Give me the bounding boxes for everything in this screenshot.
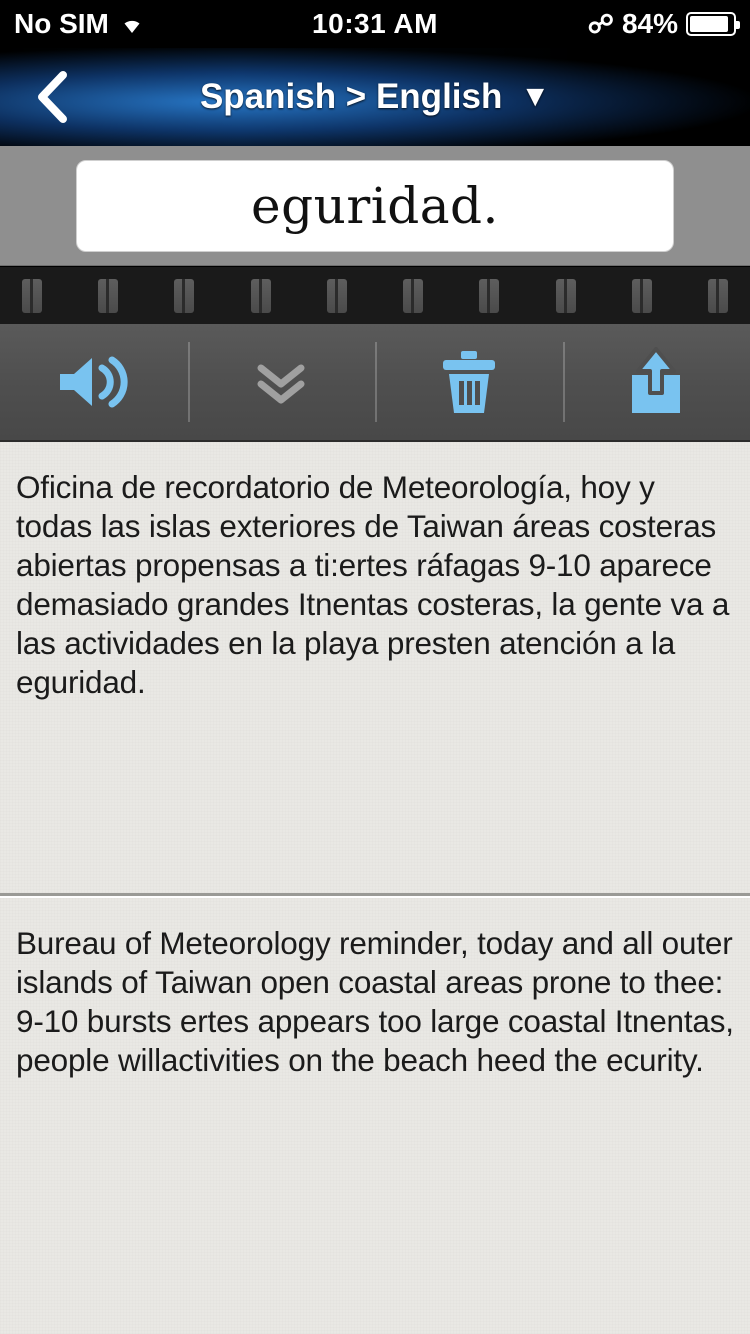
word-value: eguridad. bbox=[251, 176, 499, 235]
status-right-group bbox=[588, 8, 736, 40]
word-input[interactable] bbox=[76, 160, 674, 252]
chevron-double-down-icon bbox=[249, 354, 313, 410]
spiral-notch bbox=[98, 279, 118, 313]
spiral-notch bbox=[327, 279, 347, 313]
chevron-left-icon bbox=[34, 69, 72, 125]
bluetooth-icon: ☍ bbox=[587, 9, 614, 39]
carrier-label: No SIM bbox=[14, 8, 109, 39]
chevron-down-icon[interactable]: ▼ bbox=[520, 80, 551, 113]
translated-text: Bureau of Meteorology reminder, today and all outer islands of Taiwan open coastal areas prone to thee: 9-10 bursts ertes appears too large coastal Itnentas, people willactivities on the beach heed the ecurity. bbox=[16, 925, 734, 1078]
navigation-bar bbox=[0, 48, 750, 146]
spiral-notch bbox=[22, 279, 42, 313]
source-text: Oficina de recordatorio de Meteorología, hoy y todas las islas exteriores de Taiwan áreas costeras abiertas propensas a ti:ertes ráfagas 9-10 aparece demasiado grandes Itnentas costeras, la gente va a las actividades en la playa presten atención a la eguridad. bbox=[16, 469, 730, 700]
battery-icon bbox=[686, 12, 736, 36]
notebook-spiral-strip bbox=[0, 266, 750, 324]
clock-label: 10:31 AM bbox=[312, 8, 438, 39]
source-text-panel[interactable] bbox=[0, 442, 750, 896]
spiral-notch bbox=[556, 279, 576, 313]
spiral-notch bbox=[251, 279, 271, 313]
spiral-notch bbox=[632, 279, 652, 313]
trash-icon bbox=[437, 347, 501, 417]
speak-button[interactable] bbox=[0, 324, 188, 440]
language-pair-label: Spanish > English bbox=[199, 77, 503, 116]
spiral-notch bbox=[479, 279, 499, 313]
language-pair-selector[interactable] bbox=[200, 77, 550, 117]
delete-button[interactable] bbox=[375, 324, 563, 440]
share-button[interactable] bbox=[563, 324, 750, 440]
status-bar bbox=[0, 0, 750, 48]
spiral-notch bbox=[403, 279, 423, 313]
back-button[interactable] bbox=[26, 67, 80, 127]
speaker-icon bbox=[54, 350, 134, 414]
battery-percent-label: 84% bbox=[621, 8, 678, 39]
translated-text-panel[interactable] bbox=[0, 896, 750, 1334]
spiral-notch bbox=[174, 279, 194, 313]
word-field-area bbox=[0, 146, 750, 266]
action-toolbar bbox=[0, 324, 750, 442]
spiral-notch bbox=[708, 279, 728, 313]
share-icon bbox=[624, 347, 688, 417]
collapse-button[interactable] bbox=[188, 324, 376, 440]
